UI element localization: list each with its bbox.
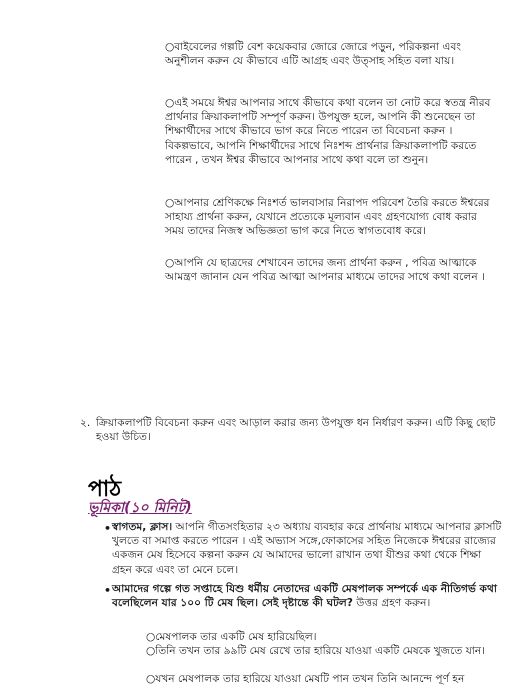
list-number: ২. xyxy=(80,417,91,429)
answer-joy: ○যখন মেষপালক তার হারিয়ে যাওয়া মেষটি পান তখন তিনি আনন্দে পূর্ণ হন xyxy=(146,673,465,685)
story-question-bold: আমাদের গল্পে গত সপ্তাহে যিশু ধর্মীয় নেতাদের একটি মেষপালক সম্পর্কে এক নীতিগর্ভ কথা বলেছিলেন যার ১০০ টি মেষ ছিল। সেই দৃষ্টান্তে কী ঘটল? xyxy=(112,583,497,610)
prep-paragraph-read-story: ○বাইবেলের গল্পটি বেশ কয়েকবার জোরে জোরে পড়ুন, পরিকল্পনা এবং অনুশীলন করুন যে কীভাবে এটি আগ্রহ এবং উত্সাহ সহিত বলা যায়। xyxy=(165,41,461,68)
prep-paragraph-pray-students: ○আপনি যে ছাত্রদের শেখাবেন তাদের জন্য প্রার্থনা করুন , পবিত্র আত্মাকে আমন্ত্রণ জানান যেন পবিত্র আত্মা আপনার মাধ্যমে তাদের সাথে কথা বলেন । xyxy=(165,257,485,284)
answer-search-sheep: ○তিনি তখন তার ৯৯টি মেষ রেখে তার হারিয়ে যাওয়া একটি মেষকে খুজতে যান। xyxy=(146,645,485,657)
introduction-subheading: ভূমিকা(১০ মিনিট) xyxy=(88,500,192,516)
bullet-welcome xyxy=(112,520,502,577)
bullet-story-question xyxy=(112,582,502,610)
welcome-text: আপনি গীতসংহিতার ২৩ অধ্যায় ব্যবহার করে প্রার্থনায় মাধ্যমে আপনার ক্লাসটি খুলতে বা সমাপ্ত করতে পারেন । এই অভ্যাস সঙ্গে,ফোকাসের সহিত নিজেকে ঈশ্বরের রাজ্যের একজন মেষ হিসেবে কল্পনা করুন যে আমাদের ভালো রাখান তথা যীশুর কথা থেকে শিক্ষা গ্রহন করে এবং তা মেনে চলে। xyxy=(112,521,502,576)
lesson-heading: পাঠ xyxy=(88,476,122,502)
story-question-text: উত্তর গ্রহণ করুন। xyxy=(352,597,431,610)
welcome-bold: স্বাগতম, ক্লাস। xyxy=(112,521,173,533)
list-item-treasure: ক্রিয়াকলাপটি বিবেচনা করুন এবং আড়াল করার জন্য উপযুক্ত ধন নির্ধারণ করুন। এটি কিছু ছোট হওয়া উচিত। xyxy=(96,417,496,444)
prep-paragraph-safe-environment: ○আপনার শ্রেণিকক্ষে নিঃশর্ত ভালবাসার নিরাপদ পরিবেশ তৈরি করতে ঈশ্বরের সাহায্য প্রার্থনা করুন, যেখানে প্রত্যেকে মূল্যবান এবং গ্রহণযোগ্য বোধ করার সময় তাদের নিজস্ব অভিজ্ঞতা ভাগ করে নিতে স্বাগতবোধ করে। xyxy=(165,197,490,238)
answer-lost-sheep: ○মেষপালক তার একটি মেষ হারিয়েছিল। xyxy=(146,631,317,643)
bullet-icon: • xyxy=(104,584,112,597)
prep-paragraph-silent-prayer: ○এই সময়ে ঈশ্বর আপনার সাথে কীভাবে কথা বলেন তা নোট করে স্বতন্ত্র নীরব প্রার্থনার ক্রিয়াকলাপটি সম্পূর্ণ করুন। উপযুক্ত হলে, আপনি কী শুনেছেন তা শিক্ষার্থীদের সাথে কীভাবে ভাগ করে নিতে পারেন তা বিবেচনা করুন । বিকল্পভাবে, আপনি শিক্ষার্থীদের সাথে নিঃশব্দ প্রার্থনার ক্রিয়াকলাপটি করতে পারেন , তখন ঈশ্বর কীভাবে আপনার সাথে কথা বলে তা শুনুন। xyxy=(165,97,491,166)
bullet-icon: • xyxy=(104,522,112,535)
